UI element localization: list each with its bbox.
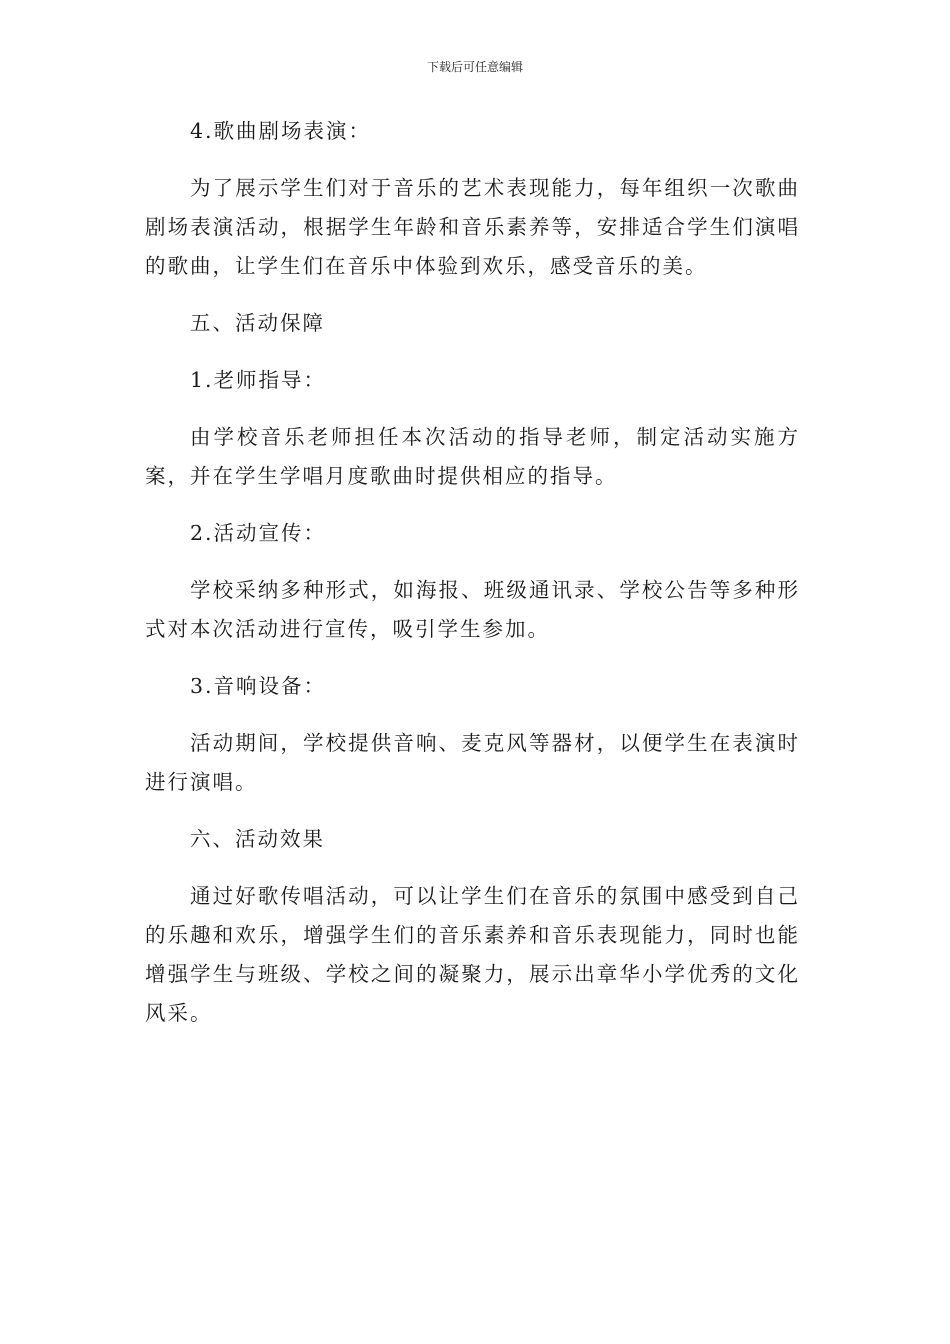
paragraph-audio-equipment: 活动期间，学校提供音响、麦克风等器材，以便学生在表演时进行演唱。	[145, 731, 800, 794]
heading-activity-guarantee: 五、活动保障	[190, 311, 325, 335]
heading-audio-equipment: 3.音响设备：	[190, 674, 327, 698]
heading-activity-effect: 六、活动效果	[190, 827, 325, 851]
download-note: 下载后可任意编辑	[426, 60, 523, 74]
paragraph-teacher-guidance: 由学校音乐老师担任本次活动的指导老师，制定活动实施方案，并在学生学唱月度歌曲时提供相应的指导。	[145, 425, 800, 488]
heading-teacher-guidance: 1.老师指导：	[190, 368, 327, 392]
paragraph-publicity: 学校采纳多种形式，如海报、班级通讯录、学校公告等多种形式对本次活动进行宣传，吸引学生参加。	[145, 578, 800, 641]
paragraph-song-theater: 为了展示学生们对于音乐的艺术表现能力，每年组织一次歌曲剧场表演活动，根据学生年龄和音乐素养等，安排适合学生们演唱的歌曲，让学生们在音乐中体验到欢乐，感受音乐的美。	[145, 176, 800, 278]
heading-publicity: 2.活动宣传：	[190, 521, 327, 545]
paragraph-activity-effect: 通过好歌传唱活动，可以让学生们在音乐的氛围中感受到自己的乐趣和欢乐，增强学生们的音乐素养和音乐表现能力，同时也能增强学生与班级、学校之间的凝聚力，展示出章华小学优秀的文化风采。	[145, 884, 800, 1025]
document-body	[145, 112, 800, 1051]
heading-song-theater: 4.歌曲剧场表演：	[190, 119, 372, 143]
